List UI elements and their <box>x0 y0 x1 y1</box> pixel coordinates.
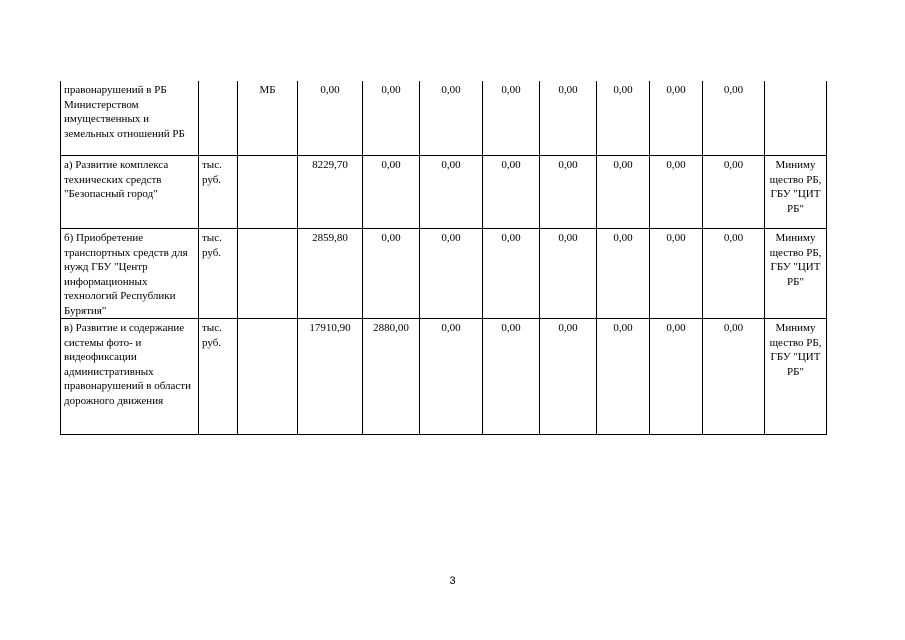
value-cell: 0,00 <box>483 156 540 229</box>
value-cell: 0,00 <box>540 229 597 319</box>
table-row <box>61 156 827 229</box>
activity-name: в) Развитие и содержание системы фото- и видеофиксации административных правонарушений в области дорожного движения <box>61 319 199 435</box>
value-cell: 0,00 <box>420 81 483 156</box>
value-cell: 0,00 <box>703 156 765 229</box>
value-cell: 0,00 <box>363 229 420 319</box>
value-cell: 0,00 <box>420 229 483 319</box>
value-cell: 17910,90 <box>298 319 363 435</box>
value-cell: 0,00 <box>483 229 540 319</box>
unit-cell <box>199 81 238 156</box>
value-cell: 0,00 <box>363 81 420 156</box>
unit-cell: тыс. руб. <box>199 319 238 435</box>
budget-table <box>60 81 827 435</box>
unit-cell: тыс. руб. <box>199 229 238 319</box>
executor-cell: Миниму щество РБ, ГБУ "ЦИТ РБ" <box>765 319 827 435</box>
executor-cell: Миниму щество РБ, ГБУ "ЦИТ РБ" <box>765 229 827 319</box>
value-cell: 0,00 <box>650 81 703 156</box>
value-cell: 0,00 <box>703 229 765 319</box>
unit-cell: тыс. руб. <box>199 156 238 229</box>
page-number: 3 <box>449 575 456 587</box>
value-cell: 0,00 <box>420 319 483 435</box>
value-cell: 2859,80 <box>298 229 363 319</box>
value-cell: 0,00 <box>540 319 597 435</box>
funding-source: МБ <box>238 81 298 156</box>
activity-name: а) Развитие комплекса технических средств "Безопасный город" <box>61 156 199 229</box>
executor-cell <box>765 81 827 156</box>
value-cell: 0,00 <box>650 229 703 319</box>
table-row <box>61 319 827 435</box>
value-cell: 0,00 <box>597 156 650 229</box>
funding-source <box>238 229 298 319</box>
table-row <box>61 229 827 319</box>
activity-name: б) Приобретение транспортных средств для нужд ГБУ "Центр информационных технологий Республики Бурятия" <box>61 229 199 319</box>
value-cell: 8229,70 <box>298 156 363 229</box>
value-cell: 0,00 <box>540 156 597 229</box>
table-row <box>61 81 827 156</box>
value-cell: 0,00 <box>597 229 650 319</box>
value-cell: 0,00 <box>650 156 703 229</box>
value-cell: 0,00 <box>483 319 540 435</box>
activity-name: правонарушений в РБ Министерством имущественных и земельных отношений РБ <box>61 81 199 156</box>
value-cell: 0,00 <box>703 81 765 156</box>
value-cell: 0,00 <box>298 81 363 156</box>
value-cell: 0,00 <box>540 81 597 156</box>
value-cell: 0,00 <box>650 319 703 435</box>
value-cell: 0,00 <box>483 81 540 156</box>
funding-source <box>238 156 298 229</box>
value-cell: 0,00 <box>597 81 650 156</box>
value-cell: 0,00 <box>703 319 765 435</box>
value-cell: 0,00 <box>597 319 650 435</box>
executor-cell: Миниму щество РБ, ГБУ "ЦИТ РБ" <box>765 156 827 229</box>
value-cell: 0,00 <box>420 156 483 229</box>
value-cell: 0,00 <box>363 156 420 229</box>
funding-source <box>238 319 298 435</box>
value-cell: 2880,00 <box>363 319 420 435</box>
